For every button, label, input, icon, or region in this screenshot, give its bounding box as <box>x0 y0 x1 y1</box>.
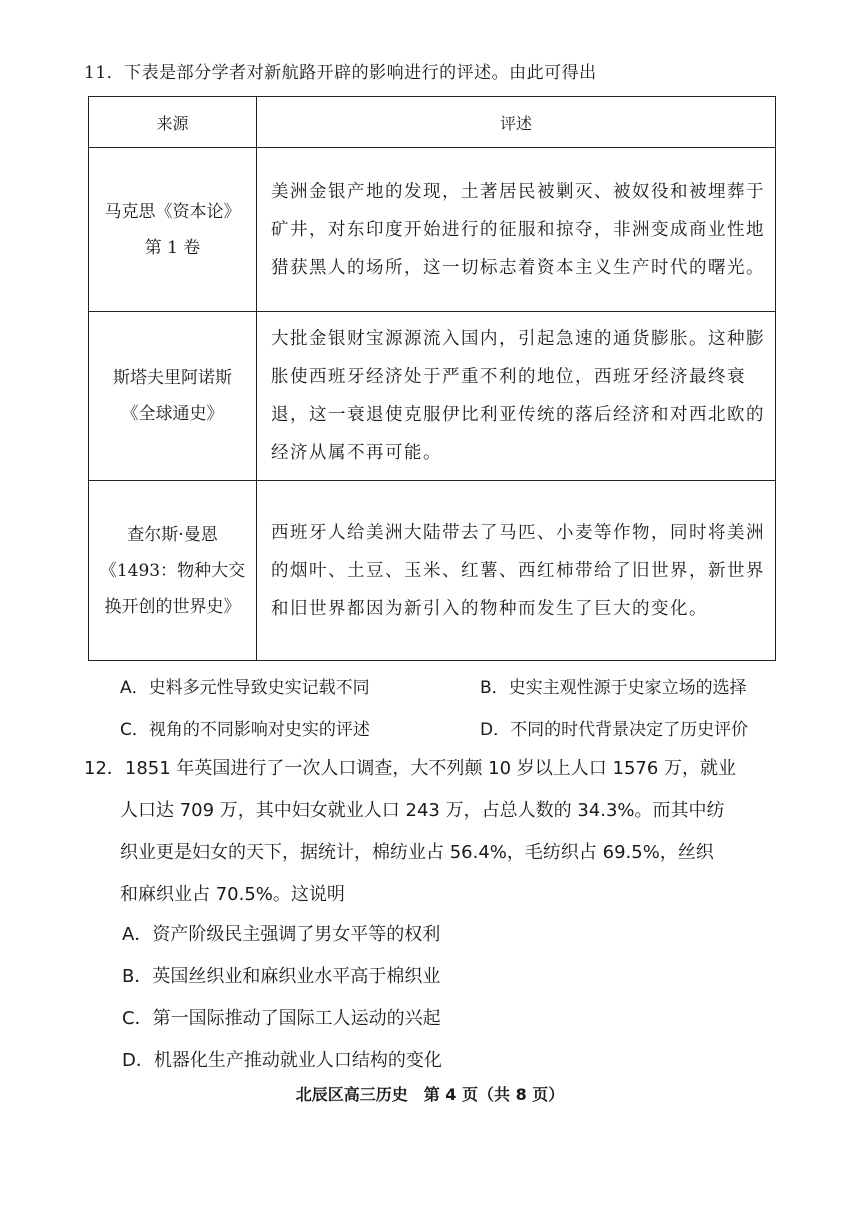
option-row <box>120 664 800 706</box>
question-11-stem: 11．下表是部分学者对新航路开辟的影响进行的评述。由此可得出 <box>84 63 597 83</box>
table-row <box>89 148 776 312</box>
stem-line: 和麻织业占 70.5%。这说明 <box>120 884 345 905</box>
table-row <box>89 312 776 481</box>
source-line: 第 1 卷 <box>144 237 201 258</box>
source-line: 《1493：物种大交 <box>99 560 246 581</box>
option-d[interactable]: D．不同的时代背景决定了历史评价 <box>480 719 749 740</box>
stem-line: 12．1851 年英国进行了一次人口调查，大不列颠 10 岁以上人口 1576 万，就业 <box>84 758 737 779</box>
option-a[interactable]: A．资产阶级民主强调了男女平等的权利 <box>122 924 441 945</box>
stem-line: 织业更是妇女的天下，据统计，棉纺业占 56.4%，毛纺织占 69.5%，丝织 <box>120 842 714 863</box>
comment-cell: 西班牙人给美洲大陆带去了马匹、小麦等作物，同时将美洲的烟叶、土豆、玉米、红薯、西红柿带给了旧世界，新世界和旧世界都因为新引入的物种而发生了巨大的变化。 <box>257 481 776 661</box>
stem-line: 人口达 709 万，其中妇女就业人口 243 万，占总人数的 34.3%。而其中纺 <box>120 800 725 821</box>
option-a[interactable]: A．史料多元性导致史实记载不同 <box>120 677 370 698</box>
question-12-stem <box>84 748 804 916</box>
table-header-row <box>89 97 776 148</box>
source-line: 查尔斯·曼恩 <box>127 524 218 545</box>
option-row <box>120 706 800 748</box>
source-line: 斯塔夫里阿诺斯 <box>113 368 232 388</box>
header-comment: 评述 <box>257 97 776 148</box>
option-c[interactable]: C．视角的不同影响对史实的评述 <box>120 719 370 740</box>
option-d[interactable]: D．机器化生产推动就业人口结构的变化 <box>122 1050 442 1071</box>
question-11-options <box>120 664 800 748</box>
source-line: 马克思《资本论》 <box>104 201 241 222</box>
source-line: 《全球通史》 <box>121 404 224 424</box>
comment-cell: 大批金银财宝源源流入国内，引起急速的通货膨胀。这种膨胀使西班牙经济处于严重不利的地位，西班牙经济最终衰退，这一衰退使克服伊比利亚传统的落后经济和对西北欧的经济从属不再可能。 <box>257 312 776 481</box>
historians-table <box>88 96 776 661</box>
table-row <box>89 481 776 661</box>
question-12-options <box>122 914 442 1082</box>
page-footer: 北辰区高三历史 第 4 页（共 8 页） <box>295 1085 565 1104</box>
source-cell <box>89 312 257 481</box>
source-line: 换开创的世界史》 <box>104 596 241 617</box>
option-b[interactable]: B．史实主观性源于史家立场的选择 <box>480 677 747 698</box>
comment-cell: 美洲金银产地的发现，土著居民被剿灭、被奴役和被埋葬于矿井，对东印度开始进行的征服和掠夺，非洲变成商业性地猎获黑人的场所，这一切标志着资本主义生产时代的曙光。 <box>257 148 776 312</box>
option-b[interactable]: B．英国丝织业和麻织业水平高于棉织业 <box>122 966 441 987</box>
option-c[interactable]: C．第一国际推动了国际工人运动的兴起 <box>122 1008 441 1029</box>
header-source: 来源 <box>89 97 257 148</box>
source-cell <box>89 481 257 661</box>
source-cell <box>89 148 257 312</box>
